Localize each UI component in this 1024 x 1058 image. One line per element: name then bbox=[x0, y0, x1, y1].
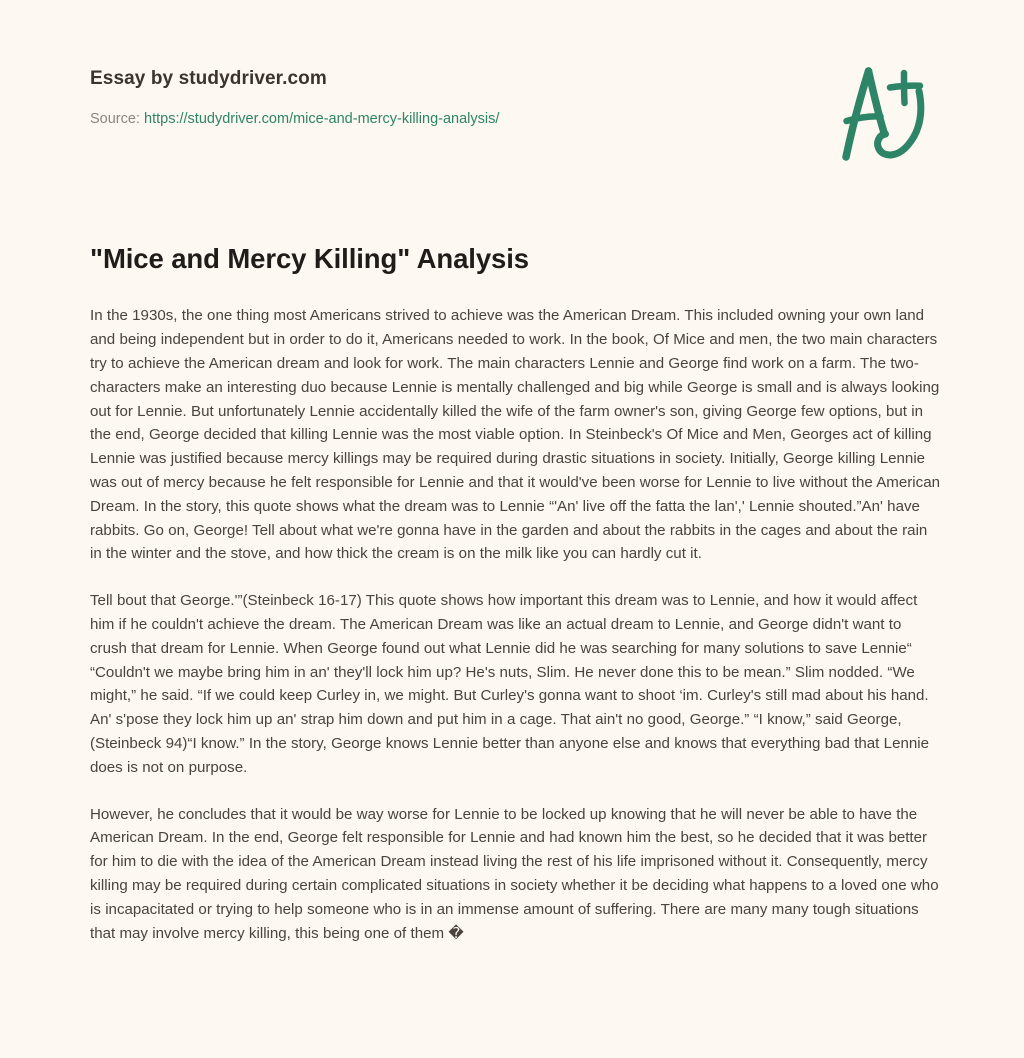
paragraph: Tell bout that George.'”(Steinbeck 16-17) This quote shows how important this dream was to Lennie, and how it would affect him if he couldn't achieve the dream. The American Dream was like an actual dream to Lennie, and George didn't want to crush that dream for Lennie. When George found out what Lennie did he was searching for many solutions to save Lennie“ “Couldn't we maybe bring him in an' they'll lock him up? He's nuts, Slim. He never done this to be mean.” Slim nodded. “We might,” he said. “If we could keep Curley in, we might. But Curley's gonna want to shoot ‘im. Curley's still mad about his hand. An' s'pose they lock him up an' strap him down and put him in a cage. That ain't no good, George.” “I know,” said George,(Steinbeck 94)“I know.” In the story, George knows Lennie better than anyone else and knows that everything bad that Lennie does is not on purpose. bbox=[90, 592, 929, 776]
essay-text bbox=[90, 304, 942, 945]
brand-byline: Essay by studydriver.com bbox=[90, 68, 327, 89]
paragraph: However, he concludes that it would be way worse for Lennie to be locked up knowing that he will never be able to have the American Dream. In the end, George felt responsible for Lennie and had known him the best, so he decided that it was better for him to die with the idea of the American Dream instead living the rest of his life imprisoned without it. Consequently, mercy killing may be required during certain complicated situations in society whether it be deciding what happens to a loved one who is incapacitated or trying to help someone who is in an immense amount of suffering. There are many many tough situations that may involve mercy killing, this being one of them � bbox=[90, 805, 939, 942]
paragraph: In the 1930s, the one thing most Americans strived to achieve was the American Dream. This included owning your own land and being independent but in order to do it, Americans needed to work. In the book, Of Mice and men, the two main characters try to achieve the American dream and look for work. The main characters Lennie and George find work on a farm. The two-characters make an interesting duo because Lennie is mentally challenged and big while George is small and is always looking out for Lennie. But unfortunately Lennie accidentally killed the wife of the farm owner's son, giving George few options, but in the end, George decided that killing Lennie was the most viable option. In Steinbeck's Of Mice and Men, Georges act of killing Lennie was justified because mercy killings may be required during drastic situations in society. Initially, George killing Lennie was out of mercy because he felt responsible for Lennie and that it would've been worse for Lennie to live without the American Dream. In the story, this quote shows what the dream was to Lennie “'An' live off the fatta the lan',' Lennie shouted.”An' have rabbits. Go on, George! Tell about what we're gonna have in the garden and about the rabbits in the cages and about the rain in the winter and the stove, and how thick the cream is on the milk like you can hardly cut it. bbox=[90, 307, 940, 563]
source-line bbox=[90, 110, 944, 129]
document-body bbox=[0, 196, 1024, 945]
a-plus-logo bbox=[828, 62, 938, 172]
source-label: Source: bbox=[90, 110, 140, 127]
source-url-link[interactable]: https://studydriver.com/mice-and-mercy-killing-analysis/ bbox=[144, 110, 500, 127]
page-title: "Mice and Mercy Killing" Analysis bbox=[90, 243, 529, 274]
